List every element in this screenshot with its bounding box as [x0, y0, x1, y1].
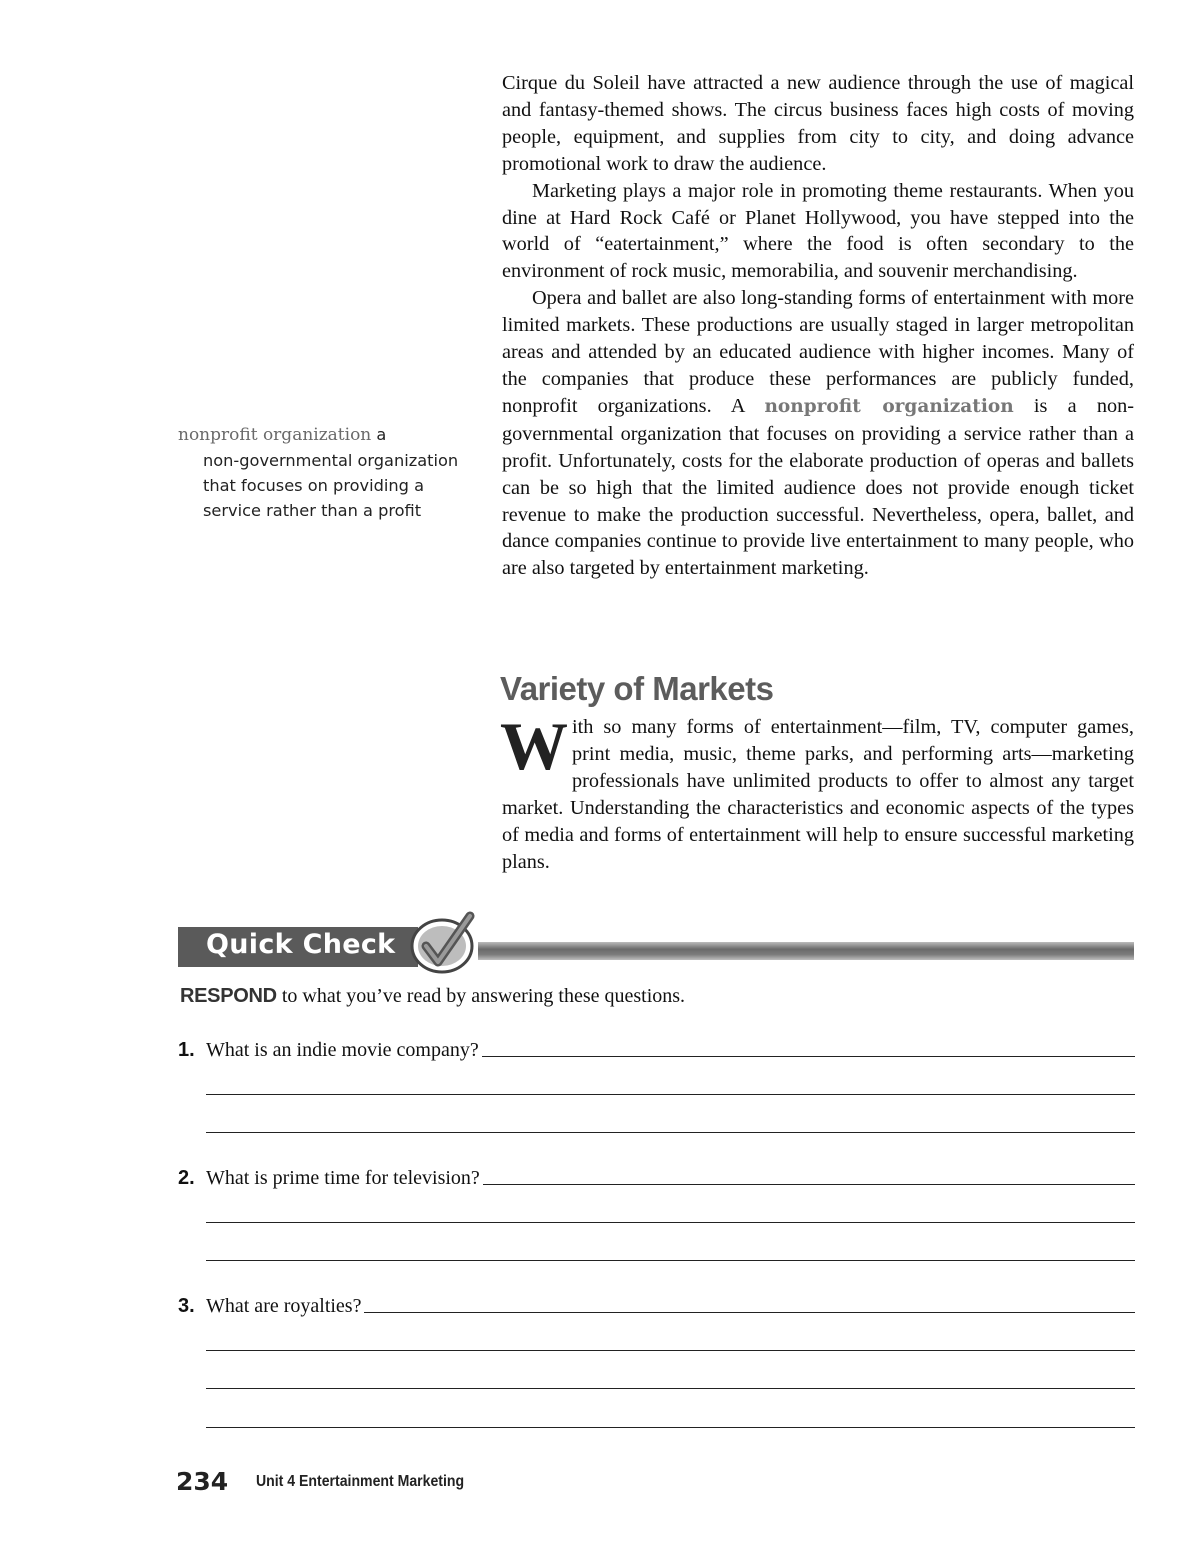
drop-cap: W — [500, 708, 568, 784]
paragraph-opera-text-start: Opera and ballet are also long-standing forms of entertainment with more limited markets. These productions are usually staged in larger metropolitan areas and attended by an educated audience with higher incomes. Many of the companies that produce these performances are publicly funded, nonprofit organizations. A — [502, 287, 1134, 417]
answer-line[interactable] — [206, 1094, 1135, 1095]
running-footer: Unit 4 Entertainment Marketing — [256, 1473, 465, 1490]
question-number: 2. — [178, 1167, 195, 1189]
answer-line[interactable] — [364, 1311, 1135, 1313]
margin-definition-term: nonprofit organization — [178, 425, 372, 445]
section-paragraph — [500, 708, 1134, 875]
respond-instruction — [180, 985, 685, 1008]
answer-line[interactable] — [206, 1222, 1135, 1223]
answer-line[interactable] — [483, 1183, 1135, 1185]
question-text: What is prime time for television? — [206, 1167, 480, 1189]
quick-check-title: Quick Check — [206, 929, 396, 960]
respond-text: to what you’ve read by answering these questions. — [281, 985, 686, 1007]
margin-definition-line: service rather than a profit — [203, 501, 422, 520]
margin-definition-line: that focuses on providing a — [203, 476, 424, 495]
question-number: 1. — [178, 1039, 195, 1061]
question-2 — [178, 1164, 1135, 1190]
answer-line[interactable] — [206, 1350, 1135, 1351]
paragraph-opera-ballet — [502, 285, 1134, 582]
page-number: 234 — [176, 1467, 229, 1496]
section-paragraph-text: ith so many forms of entertainment—film, TV, computer games, print media, music, theme parks, and performing arts—marketing professionals have unlimited products to offer to almost any target market. Understanding the characteristics and economic aspects of the types of media and forms of entertainment will help to ensure successful marketing plans. — [502, 716, 1134, 873]
key-term-nonprofit: nonprofit organization — [764, 395, 1014, 417]
main-body-text — [502, 70, 1134, 582]
paragraph-circus: Cirque du Soleil have attracted a new audience through the use of magical and fantasy-themed shows. The circus business faces high costs of moving people, equipment, and supplies from city to city, and doing advance promotional work to draw the audience. — [502, 72, 1134, 175]
question-text: What is an indie movie company? — [206, 1039, 479, 1061]
question-number: 3. — [178, 1295, 195, 1317]
margin-definition-line: non-governmental organization — [203, 451, 459, 470]
answer-line[interactable] — [206, 1260, 1135, 1261]
margin-definition-first-word: a — [376, 425, 387, 444]
checkmark-icon — [408, 910, 488, 976]
quick-check-rule-bar — [478, 942, 1134, 960]
section-body — [500, 708, 1134, 875]
answer-line[interactable] — [482, 1055, 1135, 1057]
question-3 — [178, 1292, 1135, 1318]
paragraph-theme-restaurants: Marketing plays a major role in promoting theme restaurants. When you dine at Hard Rock Café or Planet Hollywood, you have stepped into the world of “eatertainment,” where the food is often secondary to the environment of rock music, memorabilia, and souvenir merchandising. — [502, 179, 1134, 283]
respond-keyword: RESPOND — [180, 985, 277, 1007]
paragraph-opera-text-end: is a non-governmental organization that focuses on providing a service rather than a profit. Unfortunately, costs for the elaborate production of operas and ballets can be so high that the limited audience does not provide enough ticket revenue to make the production successful. Nevertheless, opera, ballet, and dance companies continue to provide live entertainment to many people, who are also targeted by entertainment marketing. — [502, 394, 1135, 580]
answer-line[interactable] — [206, 1427, 1135, 1428]
question-1 — [178, 1036, 1135, 1062]
question-text: What are royalties? — [206, 1295, 362, 1317]
section-heading: Variety of Markets — [500, 670, 774, 707]
answer-line[interactable] — [206, 1132, 1135, 1133]
margin-definition — [178, 422, 478, 523]
answer-line[interactable] — [206, 1388, 1135, 1389]
